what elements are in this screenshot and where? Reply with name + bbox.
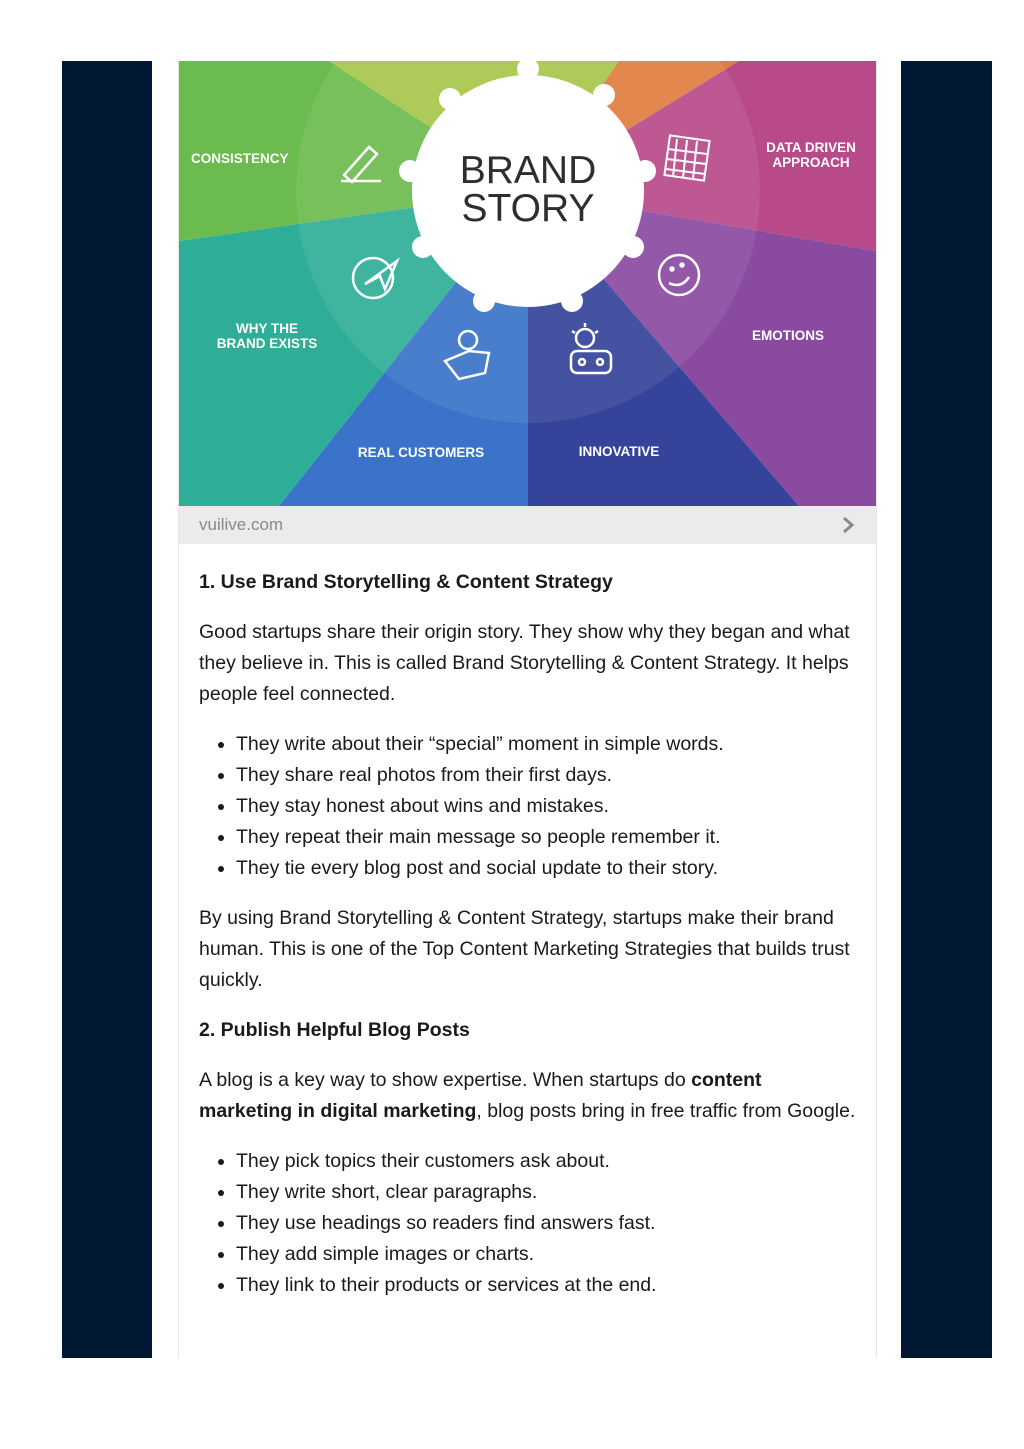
label-why-line1: WHY THE <box>235 321 299 336</box>
label-why-line2: BRAND EXISTS <box>216 336 318 351</box>
list-item: • They write short, clear paragraphs. <box>236 1177 859 1208</box>
section2-heading: 2. Publish Helpful Blog Posts <box>199 1019 470 1041</box>
section1-intro: Good startups share their origin story. They show why they began and what they believe in. This is called Brand Storytelling & Content Strategy. It helps people feel connected. <box>199 621 850 705</box>
article-body <box>178 61 877 1358</box>
section2-list <box>199 1146 859 1301</box>
section2-intro <box>199 1065 859 1127</box>
section1-list <box>199 729 859 884</box>
label-real-customers: REAL CUSTOMERS <box>357 445 485 460</box>
brand-story-infographic[interactable] <box>179 61 876 506</box>
list-item: • They link to their products or services at the end. <box>236 1270 859 1301</box>
label-data-driven-line2: APPROACH <box>772 155 850 170</box>
section2-intro-start: A blog is a key way to show expertise. When startups do <box>199 1069 692 1091</box>
section1-heading: 1. Use Brand Storytelling & Content Strategy <box>199 571 613 593</box>
list-item: • They tie every blog post and social update to their story. <box>236 853 859 884</box>
section1-outro: By using Brand Storytelling & Content Strategy, startups make their brand human. This is one of the Top Content Marketing Strategies that builds trust quickly. <box>199 907 850 991</box>
list-item: • They pick topics their customers ask about. <box>236 1146 859 1177</box>
list-item: • They use headings so readers find answers fast. <box>236 1208 859 1239</box>
article-content <box>199 567 859 1320</box>
center-title-line1: BRAND <box>459 149 597 192</box>
list-item: • They repeat their main message so people remember it. <box>236 822 859 853</box>
center-title-line2: STORY <box>461 187 595 230</box>
list-item: • They stay honest about wins and mistakes. <box>236 791 859 822</box>
image-source-bar[interactable] <box>179 506 876 544</box>
label-consistency: CONSISTENCY <box>191 151 289 166</box>
list-item: • They write about their “special” moment in simple words. <box>236 729 859 760</box>
bold-keyword: content marketing in digital marketing <box>199 1069 762 1122</box>
source-domain: vuilive.com <box>199 515 284 534</box>
label-innovative: INNOVATIVE <box>578 444 660 459</box>
chevron-right-icon[interactable] <box>840 516 856 534</box>
label-emotions: EMOTIONS <box>751 328 825 343</box>
list-item: • They add simple images or charts. <box>236 1239 859 1270</box>
label-data-driven-line1: DATA DRIVEN <box>766 140 856 155</box>
list-item: • They share real photos from their first days. <box>236 760 859 791</box>
section2-intro-end: , blog posts bring in free traffic from Google. <box>476 1100 856 1122</box>
article-card <box>152 61 901 1358</box>
